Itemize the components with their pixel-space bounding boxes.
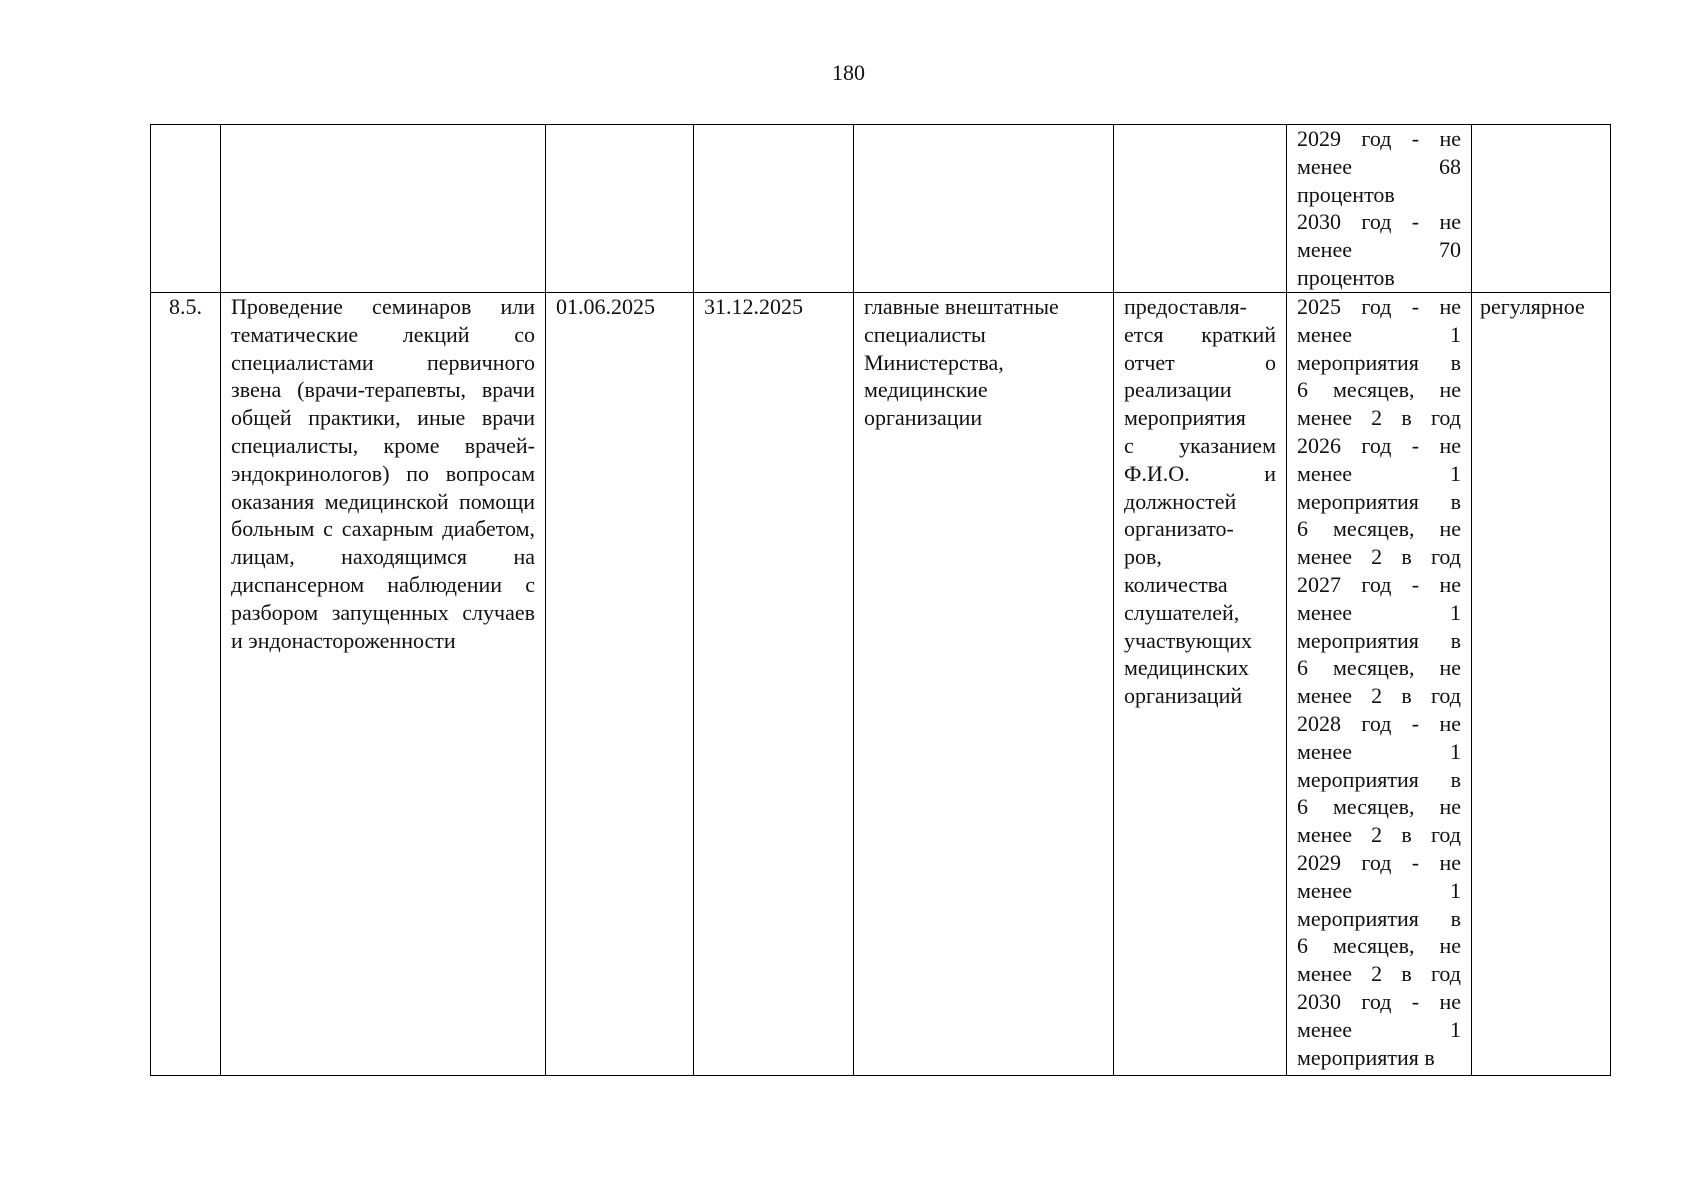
text-line: мероприятия [1124, 405, 1246, 431]
text-line: ров, [1124, 544, 1162, 570]
text-line: должностей [1124, 488, 1237, 514]
text-line: с указанием [1124, 432, 1276, 458]
text-line: количества [1124, 571, 1228, 597]
cell-indicator-continuation [1287, 125, 1472, 293]
text-line: мероприятия в [1297, 349, 1461, 375]
text-line: 6 месяцев, не [1297, 794, 1461, 820]
text-line: 2025 год - не [1297, 294, 1461, 319]
cell-number [151, 293, 221, 1076]
text-line: 2026 год - не [1297, 432, 1461, 458]
end-date: 31.12.2025 [704, 294, 803, 319]
text-line: 2029 год - не [1297, 126, 1461, 151]
text-line: слушателей, [1124, 599, 1240, 625]
table-row-8-5 [151, 293, 1611, 1076]
text-line: 6 месяцев, не [1297, 933, 1461, 959]
text-line: отчет о [1124, 349, 1276, 375]
table-row-continuation [151, 125, 1611, 293]
text-line: менее 1 [1297, 877, 1461, 903]
text-line: менее 1 [1297, 321, 1461, 347]
text-line: мероприятия в [1297, 488, 1461, 514]
cell-number-empty [151, 125, 221, 293]
text-line: предоставля- [1124, 294, 1247, 319]
text-line: 6 месяцев, не [1297, 516, 1461, 542]
text-line: мероприятия в [1297, 1044, 1435, 1070]
cell-end-date [694, 293, 854, 1076]
activities-table [150, 124, 1611, 1076]
text-line: 6 месяцев, не [1297, 377, 1461, 403]
text-line: менее 1 [1297, 1016, 1461, 1042]
start-date: 01.06.2025 [556, 294, 655, 319]
text-line: 2030 год - не [1297, 988, 1461, 1014]
text-line: Ф.И.О. и [1124, 460, 1276, 486]
report-lines [1114, 293, 1286, 710]
text-line: менее 2 в год [1297, 961, 1461, 987]
text-line: 2029 год - не [1297, 849, 1461, 875]
text-line: организато- [1124, 516, 1234, 542]
text-line: ется краткий [1124, 321, 1276, 347]
text-line: менее 68 [1297, 153, 1461, 179]
text-line: менее 2 в год [1297, 683, 1461, 709]
text-line: мероприятия в [1297, 766, 1461, 792]
page-number: 180 [832, 60, 865, 85]
text-line: процентов [1297, 264, 1395, 290]
cell-report-empty [1114, 125, 1287, 293]
text-line: 6 месяцев, не [1297, 655, 1461, 681]
text-line: менее 1 [1297, 738, 1461, 764]
row-description: Проведение семинаров или тематические лекций со специалистами первичного звена (врачи-терапевты, врачи общей практики, иные врачи специалисты, кроме врачей-эндокринологов) по вопросам оказания медицинской помощи больным с сахарным диабетом, лицам, находящимся на диспансерном наблюдении с разбором запущенных случаев и эндонастороженности [231, 294, 535, 653]
text-line: медицинских [1124, 655, 1249, 681]
text-line: процентов [1297, 181, 1395, 207]
cell-description-empty [221, 125, 546, 293]
cell-start-date [546, 293, 694, 1076]
text-line: реализации [1124, 377, 1232, 403]
text-line: менее 2 в год [1297, 405, 1461, 431]
cell-report [1114, 293, 1287, 1076]
indicator-lines [1287, 293, 1471, 1071]
cell-executors-empty [854, 125, 1114, 293]
text-line: менее 2 в год [1297, 544, 1461, 570]
text-line: 2030 год - не [1297, 209, 1461, 235]
cell-end-date-empty [694, 125, 854, 293]
text-line: менее 1 [1297, 599, 1461, 625]
event-type: регулярное [1480, 294, 1585, 319]
text-line: мероприятия в [1297, 627, 1461, 653]
indicator-lines-continuation [1287, 125, 1471, 292]
text-line: 2028 год - не [1297, 710, 1461, 736]
cell-description [221, 293, 546, 1076]
row-number: 8.5. [169, 294, 202, 319]
text-line: участвующих [1124, 627, 1252, 653]
cell-type [1472, 293, 1611, 1076]
cell-type-empty [1472, 125, 1611, 293]
text-line: организаций [1124, 683, 1243, 709]
executors: главные внештатные специалисты Министерства, медицинские организации [864, 294, 1059, 431]
text-line: 2027 год - не [1297, 571, 1461, 597]
cell-executors [854, 293, 1114, 1076]
text-line: менее 70 [1297, 237, 1461, 263]
cell-start-date-empty [546, 125, 694, 293]
text-line: мероприятия в [1297, 905, 1461, 931]
text-line: менее 2 в год [1297, 822, 1461, 848]
cell-indicator [1287, 293, 1472, 1076]
text-line: менее 1 [1297, 460, 1461, 486]
